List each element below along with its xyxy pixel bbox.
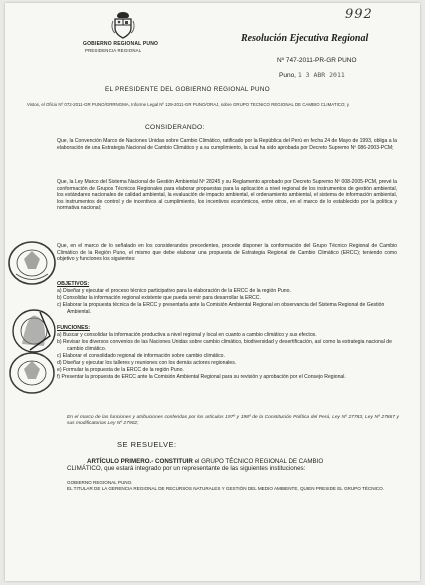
list-item: a) Diseñar y ejecutar el proceso técnico participativo para la elaboración de la ERCC de la región Puno. (57, 288, 291, 294)
list-item: e) Formular la propuesta de la ERCC de la región Puno. (57, 367, 184, 373)
article-label: ARTÍCULO PRIMERO.- CONSTITUIR (87, 458, 193, 465)
se-resuelve-heading: SE RESUELVE: (117, 440, 177, 449)
date-stamp: 1 3 ABR 2011 (297, 71, 345, 79)
list-item: c) Elaborar el consolidado regional de información sobre cambio climático. (57, 353, 225, 359)
list-item: f) Presentar la propuesta de ERCC ante la Comisión Ambiental Regional para su revisión y aprobación por el Consejo Regional. (57, 374, 346, 380)
objetivos-label: OBJETIVOS: (57, 281, 90, 287)
article-continuation: CLIMÁTICO, que estará integrado por un representante de las siguientes instituciones: (67, 465, 306, 472)
funciones-label: FUNCIONES: (57, 325, 90, 331)
paragraph: Que, la Convención Marco de Naciones Unidas sobre Cambio Climático, ratificado por la República del Perú en fecha 24 de Mayo de 1993, obliga a la elaboración de una Estrategia Nacional de Cambio Climático y a su cumplimiento, la cual ha sido aprobada por Decreto Supremo Nº 086-2003-PCM; (57, 138, 397, 151)
gov-subtitle: PRESIDENCIA REGIONAL (85, 48, 142, 53)
resolution-date (279, 71, 345, 79)
paragraph: Que, la Ley Marco del Sistema Nacional de Gestión Ambiental Nº 28245 y su Reglamento aprobado por Decreto Supremo Nº 008-2005-PCM, prevé la conformación de Grupos Técnicos Regionales para elaborar propuestas para la aplicación a nivel regional de los instrumentos de gestión ambiental, los estándares nacionales de calidad ambiental, la evaluación de impacto ambiental, el ordenamiento ambiental, el sistema de información ambiental, los instrumentos de control y de incentivos al cumplimiento, los incentivos económicos, entre otros, en el marco de lo establecido por la política y normativa nacional; (57, 179, 397, 212)
list-item: b) Consolidar la información regional existente que pueda servir para desarrollar la ERCC. (57, 295, 261, 301)
list-item: EL TITULAR DE LA GERENCIA REGIONAL DE RECURSOS NATURALES Y GESTIÓN DEL MEDIO AMBIENTE, QUIEN PRESIDE EL GRUPO TÉCNICO. (67, 486, 384, 492)
list-item: a) Buscar y consolidar la información productiva a nivel regional y local en cuanto a cambio climático y sus efectos. (57, 332, 317, 338)
list-item: b) Revisar los diversos convenios de las Naciones Unidas sobre cambio climático, biodiversidad y desertificación, así como la estrategia nacional de cambio climático. (57, 339, 392, 352)
resolution-title: Resolución Ejecutiva Regional (241, 33, 369, 44)
page-title: EL PRESIDENTE DEL GOBIERNO REGIONAL PUNO (105, 86, 270, 93)
list-item: d) Diseñar y ejecutar los talleres y reuniones con los demás actores regionales. (57, 360, 237, 366)
list-item: GOBIERNO REGIONAL PUNO. (67, 480, 133, 485)
list-item: c) Elaborar la propuesta técnica de la ERCC y presentarla ante la Comisión Ambiental Regional en observancia del Sistema Regional de Gestión Ambiental. (57, 302, 385, 315)
paragraph: Que, en el marco de lo señalado en los considerandos precedentes, procede disponer la conformación del Grupo Técnico Regional de Cambio Climático de la Región Puno, el mismo que debe elaborar una propuesta de Estrategia Regional de Cambio Climático (ERCC); teniendo como objetivo y funciones los siguientes: (57, 243, 397, 263)
official-seal-icon (6, 239, 58, 287)
vistos-text: Vistos, el Oficio Nº 072-2011-GR PUNO/GRRNGMA, Informe Legal Nº 129-2011-GR PUNO/ORAJ, sobre GRUPO TECNICO REGIONAL DE CAMBIO CLIMATICO; y (27, 102, 350, 107)
members-list (67, 480, 405, 493)
national-crest-icon (111, 11, 135, 39)
gov-name: GOBIERNO REGIONAL PUNO (83, 41, 159, 47)
official-seal-icon (7, 350, 57, 396)
considerando-heading: CONSIDERANDO: (145, 124, 205, 131)
article-text: el GRUPO TÉCNICO REGIONAL DE CAMBIO (192, 458, 324, 465)
official-seal-icon (10, 306, 58, 356)
date-label: Puno, (279, 72, 296, 79)
resolution-number: Nº 747-2011-PR-GR PUNO (277, 57, 357, 64)
objetivos-list (57, 288, 397, 316)
funciones-list (57, 332, 397, 381)
document-page (5, 3, 420, 581)
handwritten-folio-number: 992 (345, 7, 373, 22)
closing-paragraph: En el marco de las funciones y atribuciones conferidas por los artículos 197º y 198º de la Constitución Política del Perú, Ley Nº 27783, Ley Nº 27867 y sus modificatorias Ley Nº 27902; (67, 415, 399, 427)
